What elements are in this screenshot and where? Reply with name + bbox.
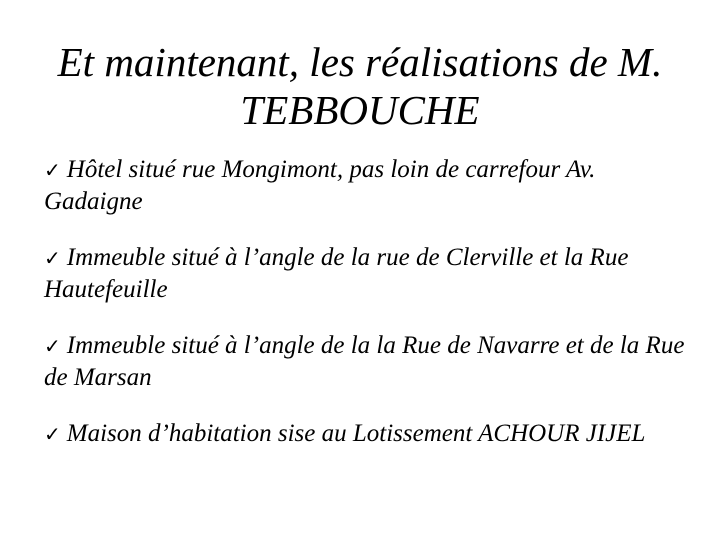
- checkmark-icon: ✓: [44, 158, 61, 182]
- checkmark-icon: ✓: [44, 246, 61, 270]
- checkmark-icon: ✓: [44, 422, 61, 446]
- list-item: [44, 242, 694, 305]
- list-item-text: Immeuble situé à l’angle de la rue de Clerville et la Rue Hautefeuille: [44, 244, 629, 303]
- list-item-text: Maison d’habitation sise au Lotissement ACHOUR JIJEL: [66, 420, 646, 447]
- bullet-list: [44, 154, 694, 475]
- list-item: [44, 154, 694, 217]
- list-item-text: Immeuble situé à l’angle de la la Rue de Navarre et de la Rue de Marsan: [44, 332, 685, 391]
- list-item-text: Hôtel situé rue Mongimont, pas loin de carrefour Av. Gadaigne: [44, 156, 596, 215]
- checkmark-icon: ✓: [44, 334, 61, 358]
- list-item: [44, 418, 694, 450]
- slide-title: Et maintenant, les réalisations de M. TEBBOUCHE: [57, 39, 663, 133]
- list-item: [44, 330, 694, 393]
